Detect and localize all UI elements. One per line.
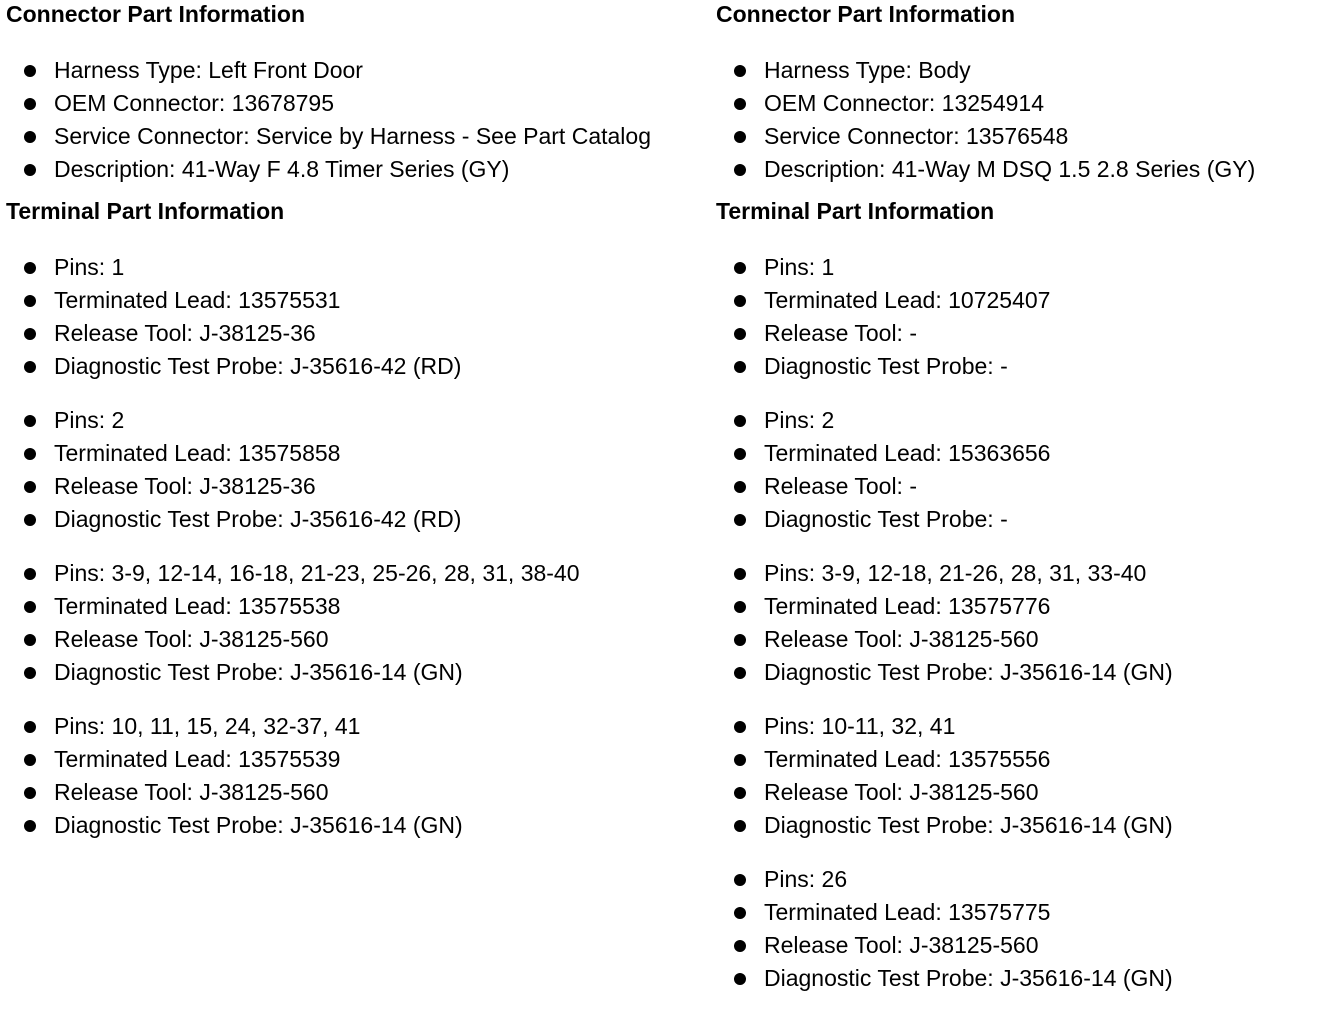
list-item (716, 776, 1328, 809)
list-item-text: Terminated Lead: 13575556 (764, 746, 1051, 772)
terminal-part-heading: Terminal Part Information (6, 198, 285, 224)
list-item (716, 153, 1328, 186)
connector-part-heading: Connector Part Information (6, 1, 306, 27)
list-item-text: Harness Type: Body (764, 57, 971, 83)
bullet-icon (734, 131, 746, 143)
bullet-icon (24, 820, 36, 832)
list-item (6, 710, 706, 743)
list-item (716, 863, 1328, 896)
list-item (716, 317, 1328, 350)
list-item (6, 87, 706, 120)
list-item-text: Description: 41-Way F 4.8 Timer Series (GY) (54, 156, 510, 182)
terminal-group (6, 251, 706, 383)
list-item-text: Service Connector: Service by Harness - See Part Catalog (54, 123, 651, 149)
list-item (716, 350, 1328, 383)
bullet-icon (24, 514, 36, 526)
list-item (6, 284, 706, 317)
list-item-text: OEM Connector: 13678795 (54, 90, 335, 116)
list-item-text: Release Tool: J-38125-560 (764, 932, 1039, 958)
list-item-text: Pins: 10-11, 32, 41 (764, 713, 956, 739)
list-item (716, 896, 1328, 929)
list-item (716, 710, 1328, 743)
list-item (716, 503, 1328, 536)
list-item (716, 470, 1328, 503)
list-item-text: Description: 41-Way M DSQ 1.5 2.8 Series (GY) (764, 156, 1256, 182)
list-item (6, 317, 706, 350)
terminal-group (6, 404, 706, 536)
list-item-text: Pins: 1 (54, 254, 125, 280)
list-item (6, 623, 706, 656)
list-item-text: Release Tool: J-38125-560 (54, 779, 329, 805)
bullet-icon (734, 164, 746, 176)
bullet-icon (734, 634, 746, 646)
list-item-text: Diagnostic Test Probe: J-35616-14 (GN) (764, 965, 1173, 991)
bullet-icon (24, 667, 36, 679)
list-item-text: Terminated Lead: 13575858 (54, 440, 341, 466)
list-item (6, 470, 706, 503)
list-item-text: Diagnostic Test Probe: J-35616-14 (GN) (54, 812, 463, 838)
list-item (6, 120, 706, 153)
list-item (716, 656, 1328, 689)
terminal-group (6, 557, 706, 689)
bullet-icon (734, 295, 746, 307)
bullet-icon (734, 361, 746, 373)
right-connector-column (716, 0, 1328, 1016)
terminal-groups (6, 251, 706, 842)
bullet-icon (734, 415, 746, 427)
list-item-text: Diagnostic Test Probe: - (764, 506, 1008, 532)
list-item-text: Pins: 2 (764, 407, 835, 433)
bullet-icon (734, 721, 746, 733)
bullet-icon (24, 295, 36, 307)
list-item-text: Diagnostic Test Probe: J-35616-14 (GN) (764, 659, 1173, 685)
list-item (6, 251, 706, 284)
list-item (6, 656, 706, 689)
list-item (716, 743, 1328, 776)
list-item-text: Diagnostic Test Probe: J-35616-14 (GN) (54, 659, 463, 685)
list-item-text: Diagnostic Test Probe: J-35616-42 (RD) (54, 353, 462, 379)
list-item-text: Terminated Lead: 10725407 (764, 287, 1051, 313)
terminal-group (6, 710, 706, 842)
bullet-icon (734, 65, 746, 77)
bullet-icon (734, 481, 746, 493)
bullet-icon (734, 907, 746, 919)
list-item-text: Terminated Lead: 13575539 (54, 746, 341, 772)
list-item-text: Terminated Lead: 13575538 (54, 593, 341, 619)
list-item-text: Diagnostic Test Probe: J-35616-42 (RD) (54, 506, 462, 532)
list-item-text: Release Tool: - (764, 473, 917, 499)
bullet-icon (734, 98, 746, 110)
list-item (6, 776, 706, 809)
terminal-groups (716, 251, 1328, 995)
bullet-icon (734, 601, 746, 613)
list-item (716, 557, 1328, 590)
terminal-group (716, 557, 1328, 689)
list-item (716, 809, 1328, 842)
list-item (716, 87, 1328, 120)
list-item (716, 251, 1328, 284)
bullet-icon (734, 514, 746, 526)
list-item-text: Pins: 26 (764, 866, 848, 892)
connector-part-heading: Connector Part Information (716, 1, 1016, 27)
list-item (716, 590, 1328, 623)
bullet-icon (24, 361, 36, 373)
list-item-text: Release Tool: J-38125-560 (764, 779, 1039, 805)
list-item (6, 437, 706, 470)
connector-info-list (6, 54, 706, 186)
bullet-icon (24, 481, 36, 493)
list-item-text: Terminated Lead: 15363656 (764, 440, 1051, 466)
list-item (716, 284, 1328, 317)
bullet-icon (734, 754, 746, 766)
bullet-icon (24, 448, 36, 460)
list-item-text: Terminated Lead: 13575776 (764, 593, 1051, 619)
bullet-icon (734, 262, 746, 274)
list-item-text: Pins: 1 (764, 254, 835, 280)
list-item-text: Pins: 2 (54, 407, 125, 433)
terminal-group (716, 863, 1328, 995)
list-item-text: Pins: 3-9, 12-14, 16-18, 21-23, 25-26, 28, 31, 38-40 (54, 560, 580, 586)
bullet-icon (24, 721, 36, 733)
bullet-icon (24, 65, 36, 77)
bullet-icon (24, 415, 36, 427)
bullet-icon (734, 787, 746, 799)
list-item (6, 809, 706, 842)
bullet-icon (734, 667, 746, 679)
bullet-icon (734, 973, 746, 985)
bullet-icon (24, 568, 36, 580)
bullet-icon (734, 940, 746, 952)
list-item (716, 437, 1328, 470)
bullet-icon (24, 754, 36, 766)
list-item (716, 120, 1328, 153)
list-item-text: Release Tool: J-38125-36 (54, 473, 316, 499)
list-item (716, 404, 1328, 437)
bullet-icon (24, 787, 36, 799)
list-item (6, 153, 706, 186)
list-item-text: Release Tool: - (764, 320, 917, 346)
list-item (6, 557, 706, 590)
list-item-text: Pins: 10, 11, 15, 24, 32-37, 41 (54, 713, 361, 739)
bullet-icon (24, 98, 36, 110)
terminal-group (716, 251, 1328, 383)
list-item-text: Terminated Lead: 13575531 (54, 287, 341, 313)
list-item-text: Pins: 3-9, 12-18, 21-26, 28, 31, 33-40 (764, 560, 1147, 586)
bullet-icon (24, 262, 36, 274)
list-item (716, 54, 1328, 87)
bullet-icon (24, 131, 36, 143)
list-item-text: OEM Connector: 13254914 (764, 90, 1045, 116)
list-item-text: Diagnostic Test Probe: J-35616-14 (GN) (764, 812, 1173, 838)
list-item (6, 404, 706, 437)
left-connector-column (6, 0, 706, 863)
list-item-text: Terminated Lead: 13575775 (764, 899, 1051, 925)
bullet-icon (24, 601, 36, 613)
terminal-group (716, 710, 1328, 842)
connector-info-list (716, 54, 1328, 186)
list-item (716, 929, 1328, 962)
list-item (716, 623, 1328, 656)
list-item-text: Release Tool: J-38125-36 (54, 320, 316, 346)
list-item (6, 590, 706, 623)
list-item (6, 503, 706, 536)
list-item-text: Diagnostic Test Probe: - (764, 353, 1008, 379)
list-item-text: Service Connector: 13576548 (764, 123, 1069, 149)
list-item (6, 54, 706, 87)
bullet-icon (24, 164, 36, 176)
list-item (6, 350, 706, 383)
terminal-part-heading: Terminal Part Information (716, 198, 995, 224)
list-item (716, 962, 1328, 995)
terminal-group (716, 404, 1328, 536)
bullet-icon (734, 820, 746, 832)
bullet-icon (734, 328, 746, 340)
list-item (6, 743, 706, 776)
bullet-icon (734, 568, 746, 580)
bullet-icon (734, 448, 746, 460)
bullet-icon (734, 874, 746, 886)
list-item-text: Harness Type: Left Front Door (54, 57, 363, 83)
list-item-text: Release Tool: J-38125-560 (54, 626, 329, 652)
bullet-icon (24, 634, 36, 646)
list-item-text: Release Tool: J-38125-560 (764, 626, 1039, 652)
bullet-icon (24, 328, 36, 340)
